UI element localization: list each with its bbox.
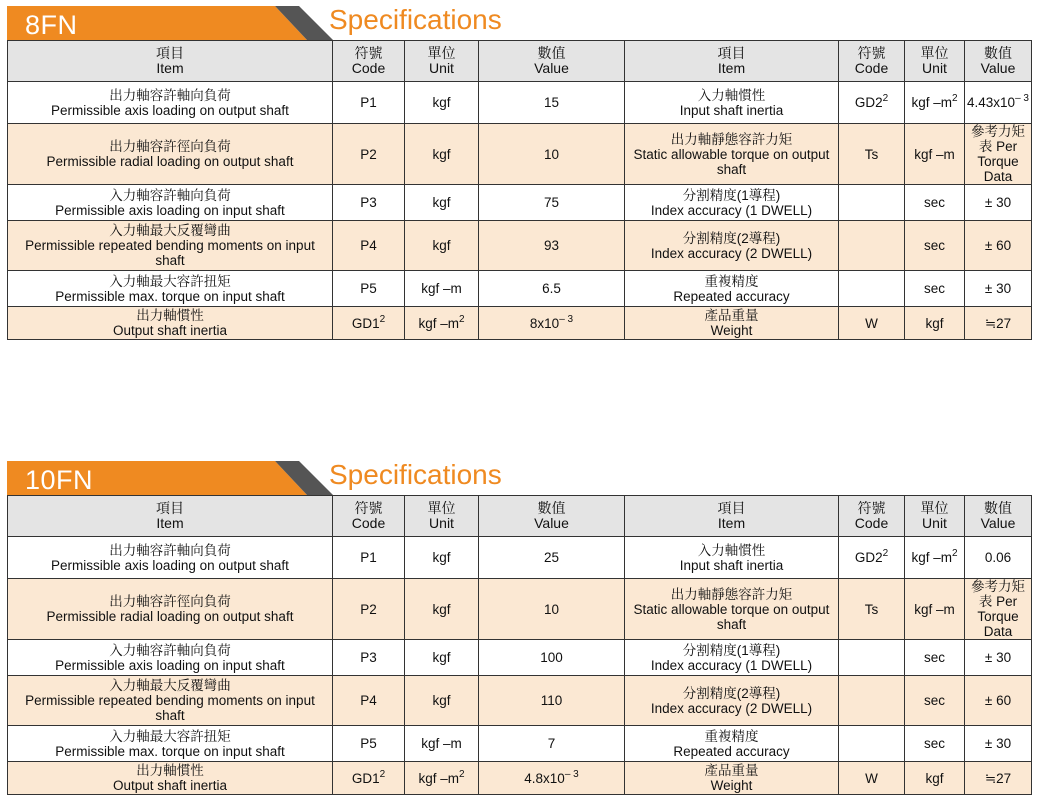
left-unit-text: kgf –m <box>418 770 459 786</box>
left-code <box>333 726 405 762</box>
right-code <box>839 726 905 762</box>
right-value <box>965 124 1032 185</box>
left-code-text: P3 <box>360 195 377 210</box>
left-value-text: 15 <box>543 95 560 110</box>
right-unit-text: kgf –m <box>914 601 955 617</box>
right-code-text: Ts <box>864 601 879 617</box>
left-code <box>333 307 405 340</box>
left-value <box>479 762 625 795</box>
table-row <box>8 726 1032 762</box>
left-value-text: 75 <box>543 195 560 210</box>
left-unit-text: kgf –m <box>418 315 459 331</box>
left-unit-text: kgf <box>432 693 451 708</box>
left-value-text: 10 <box>543 601 560 617</box>
right-unit <box>905 676 965 726</box>
table-row <box>8 640 1032 676</box>
spec-section-8fn <box>7 4 1031 340</box>
left-code <box>333 676 405 726</box>
right-unit-text: sec <box>923 281 945 296</box>
table-row <box>8 307 1032 340</box>
left-unit-text: kgf –m <box>421 281 462 296</box>
right-value-text: ± 30 <box>984 650 1012 665</box>
left-code-text: P5 <box>360 281 377 296</box>
right-code <box>839 537 905 579</box>
left-unit <box>405 307 479 340</box>
right-unit-text: kgf –m <box>911 95 952 110</box>
right-item: 出力軸靜態容許力矩 Static allowable torque on output shaft <box>625 579 839 640</box>
right-code-text-sup: 2 <box>882 93 889 104</box>
right-item: 產品重量 Weight <box>625 307 839 340</box>
right-item: 分割精度(2導程) Index accuracy (2 DWELL) <box>625 221 839 271</box>
header-value: 數值 Value <box>479 496 625 537</box>
left-value <box>479 537 625 579</box>
right-unit <box>905 124 965 185</box>
left-unit-text: kgf <box>432 650 451 665</box>
table-row <box>8 579 1032 640</box>
right-value-text: ± 60 <box>984 238 1012 253</box>
left-unit-text: kgf <box>432 601 451 617</box>
left-item: 出力軸容許徑向負荷 Permissible radial loading on output shaft <box>8 124 333 185</box>
left-unit-text-sup: 2 <box>458 768 465 780</box>
right-item: 分割精度(1導程) Index accuracy (1 DWELL) <box>625 640 839 676</box>
right-code <box>839 307 905 340</box>
left-value-text: 8x10 <box>529 315 560 331</box>
left-value-text: 25 <box>543 550 560 565</box>
left-item: 出力軸容許徑向負荷 Permissible radial loading on output shaft <box>8 579 333 640</box>
left-code-text: P2 <box>360 146 377 162</box>
right-value-text: 參考力矩表 Per Torque Data <box>971 579 1025 639</box>
right-unit-text: kgf –m <box>911 550 952 565</box>
left-unit-text: kgf <box>432 95 451 110</box>
header-value: 數值 Value <box>479 41 625 82</box>
left-unit-text: kgf <box>432 238 451 253</box>
left-unit-text: kgf <box>432 550 451 565</box>
right-code-text: W <box>865 770 878 786</box>
left-unit <box>405 124 479 185</box>
right-value-text: ≒27 <box>984 315 1012 331</box>
left-code-text: P3 <box>360 650 377 665</box>
left-value <box>479 82 625 124</box>
right-unit <box>905 221 965 271</box>
header-unit: 單位 Unit <box>905 41 965 82</box>
left-item: 入力軸最大反覆彎曲 Permissible repeated bending moments on input shaft <box>8 221 333 271</box>
table-row <box>8 676 1032 726</box>
right-code-text-sup: 2 <box>882 548 889 559</box>
left-code <box>333 82 405 124</box>
header-code: 符號 Code <box>839 496 905 537</box>
right-value-text: ≒27 <box>984 770 1012 786</box>
table-header-row <box>8 496 1032 537</box>
header-value: 數值 Value <box>965 41 1032 82</box>
left-unit <box>405 221 479 271</box>
left-code <box>333 579 405 640</box>
section-title: Specifications <box>329 4 502 35</box>
left-unit <box>405 640 479 676</box>
right-item: 分割精度(1導程) Index accuracy (1 DWELL) <box>625 185 839 221</box>
right-item: 入力軸慣性 Input shaft inertia <box>625 82 839 124</box>
right-code-text: GD2 <box>854 95 883 110</box>
left-value <box>479 271 625 307</box>
right-code <box>839 762 905 795</box>
left-item: 入力軸最大容許扭矩 Permissible max. torque on input shaft <box>8 726 333 762</box>
section-banner <box>7 459 1031 495</box>
left-value <box>479 124 625 185</box>
right-unit-text: sec <box>923 693 945 708</box>
left-code-text: P4 <box>360 693 377 708</box>
header-item: 項目 Item <box>8 496 333 537</box>
header-code: 符號 Code <box>333 41 405 82</box>
left-value <box>479 307 625 340</box>
right-code-text: GD2 <box>854 550 883 565</box>
left-code <box>333 537 405 579</box>
right-unit <box>905 185 965 221</box>
left-value-text: 100 <box>540 650 563 665</box>
left-code-text-sup: 2 <box>379 313 386 325</box>
right-unit <box>905 537 965 579</box>
right-value <box>965 579 1032 640</box>
left-value-text: 6.5 <box>542 281 561 296</box>
section-banner <box>7 4 1031 40</box>
table-header-row <box>8 41 1032 82</box>
table-row <box>8 271 1032 307</box>
right-value-text: ± 30 <box>984 195 1012 210</box>
right-item: 出力軸靜態容許力矩 Static allowable torque on output shaft <box>625 124 839 185</box>
left-code-text: P5 <box>360 736 377 751</box>
left-code <box>333 762 405 795</box>
left-value-text: 110 <box>540 693 563 708</box>
right-value <box>965 537 1032 579</box>
right-unit <box>905 579 965 640</box>
right-item: 分割精度(2導程) Index accuracy (2 DWELL) <box>625 676 839 726</box>
left-unit <box>405 579 479 640</box>
right-code <box>839 185 905 221</box>
left-value-text-sup: – 3 <box>559 313 574 325</box>
left-code-text-sup: 2 <box>379 768 386 780</box>
left-unit <box>405 726 479 762</box>
right-unit-text: sec <box>923 238 945 253</box>
table-row <box>8 537 1032 579</box>
right-unit-text: kgf <box>925 315 944 331</box>
header-unit: 單位 Unit <box>405 41 479 82</box>
spec-section-10fn <box>7 459 1031 795</box>
left-unit-text-sup: 2 <box>458 313 465 325</box>
right-unit-text: sec <box>923 195 945 210</box>
left-value-text-sup: – 3 <box>564 768 579 780</box>
spec-table <box>7 495 1032 795</box>
right-value-text: 參考力矩表 Per Torque Data <box>971 124 1025 184</box>
header-code: 符號 Code <box>839 41 905 82</box>
header-item: 項目 Item <box>625 496 839 537</box>
right-value <box>965 726 1032 762</box>
right-item: 入力軸慣性 Input shaft inertia <box>625 537 839 579</box>
left-value <box>479 185 625 221</box>
left-unit-text: kgf –m <box>421 736 462 751</box>
right-unit-text-sup: 2 <box>951 548 958 559</box>
left-code-text: P4 <box>360 238 377 253</box>
left-item: 入力軸最大容許扭矩 Permissible max. torque on input shaft <box>8 271 333 307</box>
right-unit-text-sup: 2 <box>951 93 958 104</box>
header-unit: 單位 Unit <box>905 496 965 537</box>
right-code <box>839 640 905 676</box>
right-unit <box>905 726 965 762</box>
left-item: 入力軸最大反覆彎曲 Permissible repeated bending moments on input shaft <box>8 676 333 726</box>
left-code-text: P1 <box>360 550 377 565</box>
right-value <box>965 762 1032 795</box>
left-unit <box>405 762 479 795</box>
left-code <box>333 221 405 271</box>
table-row <box>8 82 1032 124</box>
right-unit <box>905 762 965 795</box>
table-row <box>8 762 1032 795</box>
left-code <box>333 640 405 676</box>
right-code-text: Ts <box>864 146 879 162</box>
right-code <box>839 579 905 640</box>
right-value-text: ± 30 <box>984 281 1012 296</box>
left-item: 出力軸容許軸向負荷 Permissible axis loading on output shaft <box>8 82 333 124</box>
right-value-text-sup: – 3 <box>1015 93 1029 104</box>
right-code-text: W <box>865 315 878 331</box>
right-unit-text: kgf –m <box>914 146 955 162</box>
left-unit-text: kgf <box>432 195 451 210</box>
spec-table <box>7 40 1032 340</box>
right-value-text: 0.06 <box>984 550 1012 565</box>
right-value <box>965 640 1032 676</box>
left-code <box>333 185 405 221</box>
left-code <box>333 124 405 185</box>
right-item: 重複精度 Repeated accuracy <box>625 271 839 307</box>
left-value-text: 4.8x10 <box>524 770 565 786</box>
right-unit <box>905 307 965 340</box>
right-value-text: ± 30 <box>984 736 1012 751</box>
left-value <box>479 726 625 762</box>
left-item: 出力軸容許軸向負荷 Permissible axis loading on output shaft <box>8 537 333 579</box>
model-name: 8FN <box>25 10 78 40</box>
left-code-text: GD1 <box>351 315 380 331</box>
left-unit-text: kgf <box>432 146 451 162</box>
right-code <box>839 82 905 124</box>
right-unit-text: sec <box>923 736 945 751</box>
header-item: 項目 Item <box>625 41 839 82</box>
left-value <box>479 221 625 271</box>
left-item: 出力軸慣性 Output shaft inertia <box>8 307 333 340</box>
right-value-text: 4.43x10 <box>967 95 1016 110</box>
right-value <box>965 271 1032 307</box>
right-code <box>839 221 905 271</box>
left-item: 出力軸慣性 Output shaft inertia <box>8 762 333 795</box>
left-value-text: 10 <box>543 146 560 162</box>
left-unit <box>405 537 479 579</box>
right-unit <box>905 82 965 124</box>
right-unit-text: sec <box>923 650 945 665</box>
right-item: 產品重量 Weight <box>625 762 839 795</box>
right-unit <box>905 271 965 307</box>
header-item: 項目 Item <box>8 41 333 82</box>
left-value-text: 7 <box>547 736 556 751</box>
left-value-text: 93 <box>543 238 560 253</box>
left-code-text: GD1 <box>351 770 380 786</box>
left-unit <box>405 185 479 221</box>
right-code <box>839 271 905 307</box>
table-row <box>8 185 1032 221</box>
header-code: 符號 Code <box>333 496 405 537</box>
right-unit-text: kgf <box>925 770 944 786</box>
left-value <box>479 579 625 640</box>
right-item: 重複精度 Repeated accuracy <box>625 726 839 762</box>
left-code-text: P1 <box>360 95 377 110</box>
right-code <box>839 676 905 726</box>
right-value-text: ± 60 <box>984 693 1012 708</box>
left-value <box>479 676 625 726</box>
left-item: 入力軸容許軸向負荷 Permissible axis loading on input shaft <box>8 640 333 676</box>
left-unit <box>405 676 479 726</box>
section-title: Specifications <box>329 459 502 490</box>
right-value <box>965 221 1032 271</box>
right-value <box>965 185 1032 221</box>
header-unit: 單位 Unit <box>405 496 479 537</box>
left-code-text: P2 <box>360 601 377 617</box>
table-row <box>8 124 1032 185</box>
table-row <box>8 221 1032 271</box>
left-unit <box>405 82 479 124</box>
right-value <box>965 82 1032 124</box>
right-value <box>965 307 1032 340</box>
header-value: 數值 Value <box>965 496 1032 537</box>
left-unit <box>405 271 479 307</box>
left-value <box>479 640 625 676</box>
right-value <box>965 676 1032 726</box>
left-code <box>333 271 405 307</box>
left-item: 入力軸容許軸向負荷 Permissible axis loading on input shaft <box>8 185 333 221</box>
right-code <box>839 124 905 185</box>
right-unit <box>905 640 965 676</box>
model-name: 10FN <box>25 465 94 495</box>
